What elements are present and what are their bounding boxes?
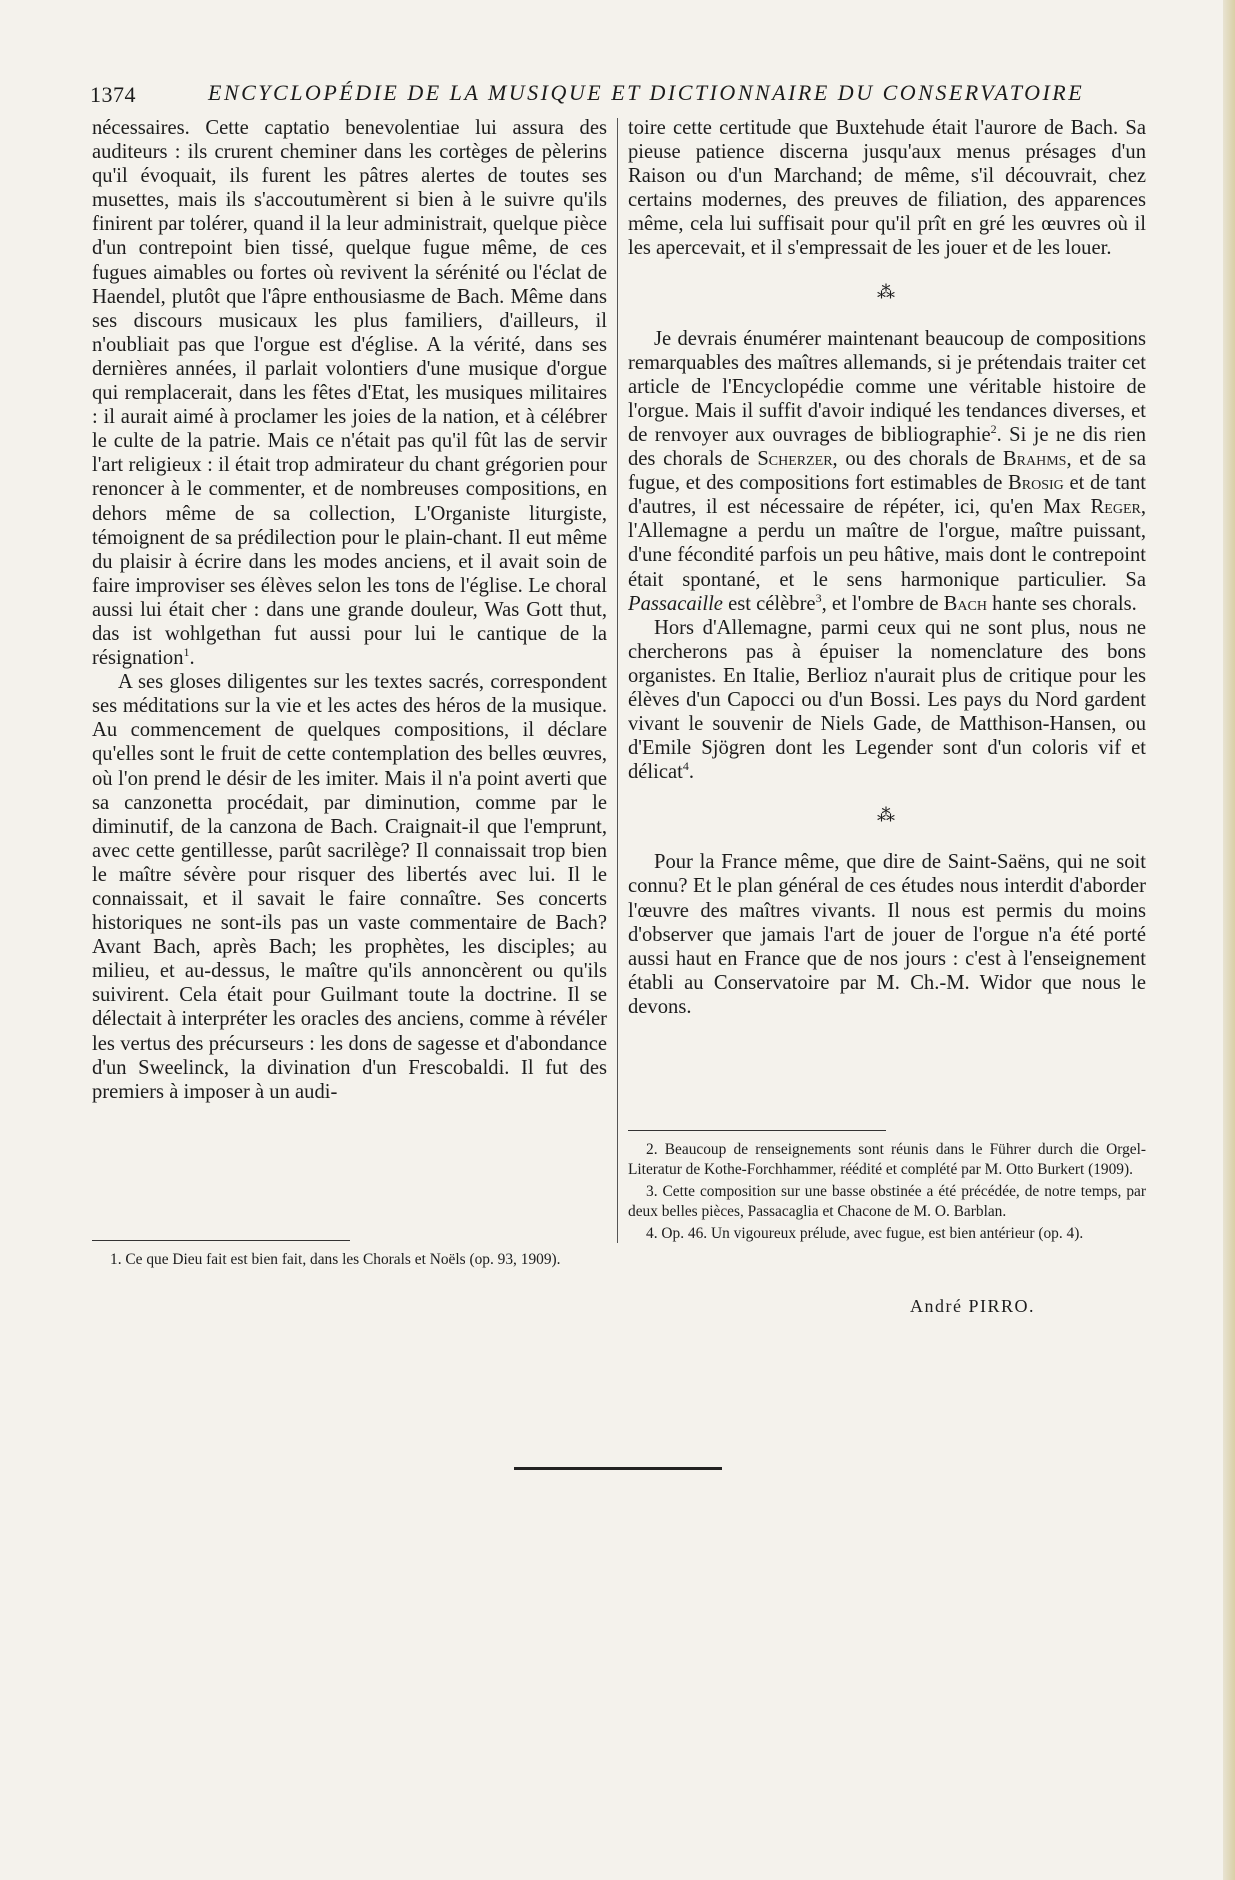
footnote-1-text: Ce que Dieu fait est bien fait, dans les Chorals et Noëls (op. 93, 1909). [125, 1251, 561, 1268]
footnote-1: 1. Ce que Dieu fait est bien fait, dans les Chorals et Noëls (op. 93, 1909). [110, 1251, 561, 1268]
footnote-2: 2. Beaucoup de renseignements sont réunis dans le Führer durch die Orgel-Literatur de Kothe-Forchhammer, réédité et complété par M. Otto Burkert (1909). [628, 1141, 1147, 1178]
section-separator-1: ⁂ [877, 281, 897, 302]
footnote-4: 4. Op. 46. Un vigoureux prélude, avec fugue, est bien antérieur (op. 4). [646, 1225, 1084, 1242]
footnotes-right [628, 1140, 1146, 1246]
left-paragraph-1: nécessaires. Cette captatio benevolentiae lui assura des auditeurs : ils crurent cheminer dans les cortèges de pèlerins qu'il évoquait, ils furent les pâtres alertes de toutes ses musettes, mais ils s'accoutumèrent si bien à le suivre qu'ils finirent par tolérer, quand il la leur administrait, quelque pièce d'un contrepoint bien tissé, quelque fugue même, de ces fugues aimables ou fortes où revivent la sérénité ou l'éclat de Haendel, plutôt que l'âpre enthousiasme de Bach. Même dans ses discours musicaux les plus familiers, d'ailleurs, il n'oubliait pas que l'orgue est d'église. A la vérité, dans ses dernières années, il parlait volontiers d'une musique d'orgue qui remplacerait, dans les fêtes d'Etat, les musiques militaires : il aurait aimé à proclamer les joies de la nation, et à célébrer le culte de la patrie. Mais ce n'était pas qu'il fût las de servir l'art religieux : il était trop admirateur du chant grégorien pour renoncer à le commenter, et de nombreuses compositions, en dehors même de sa collection, L'Organiste liturgiste, témoignent de sa prédilection pour le plain-chant. Il eut même du plaisir à écrire dans les modes anciens, et il avait soin de faire improviser ses élèves selon les tons de l'église. Le choral aussi lui était cher : dans une grande douleur, Was Gott thut, das ist wohlgethan fut aussi pour lui le cantique de la résignation$^1$. [92, 117, 607, 670]
footnote-rule-right [628, 1130, 886, 1131]
right-paragraph-3-text: Hors d'Allemagne, parmi ceux qui ne sont plus, nous ne chercherons pas à épuiser la nomenclature des bons organistes. En Italie, Berlioz n'aurait plus de critique pour les élèves d'un Capocci ou d'un Bossi. Les pays du Nord gardent vivant le souvenir de Niels Gade, de Matthison-Hansen, ou d'Emile Sjögren dont les Legender sont d'un coloris vif et délicat [628, 616, 1146, 784]
end-rule [514, 1467, 722, 1470]
page-number: 1374 [90, 82, 136, 107]
running-title: ENCYCLOPÉDIE DE LA MUSIQUE ET DICTIONNAIRE DU CONSERVATOIRE [208, 80, 1085, 105]
left-column [92, 116, 607, 1104]
footnote-rule-left [92, 1240, 350, 1241]
right-paragraph-3: Hors d'Allemagne, parmi ceux qui ne sont plus, nous ne chercherons pas à épuiser la nomenclature des bons organistes. En Italie, Berlioz n'aurait plus de critique pour les élèves d'un Capocci ou d'un Bossi. Les pays du Nord gardent vivant le souvenir de Niels Gade, de Matthison-Hansen, ou d'Emile Sjögren dont les Legender sont d'un coloris vif et délicat$^4$. [628, 616, 1146, 784]
right-column [628, 116, 1146, 1019]
footnote-3: 3. Cette composition sur une basse obstinée a été précédée, de notre temps, par deux belles pièces, Passacaglia et Chacone de M. O. Barblan. [628, 1183, 1147, 1220]
column-divider [617, 118, 618, 1243]
section-separator-2: ⁂ [877, 805, 897, 826]
right-paragraph-1: toire cette certitude que Buxtehude était l'aurore de Bach. Sa pieuse patience discerna jusqu'aux menus présages d'un Raison ou d'un Marchand; de même, s'il découvrait, chez certains modernes, des preuves de filiation, des apparences même, cela lui suffisait pour qu'il prît en gré les œuvres où il les apercevait, et il s'empressait de les jouer et de les louer. [628, 117, 1146, 260]
author-signature: André PIRRO. [910, 1296, 1035, 1316]
running-header [90, 78, 1210, 114]
footnote-2-text: Beaucoup de renseignements sont réunis dans le Führer durch die Orgel-Literatur de Kothe-Forchhammer, réédité et complété par M. Otto Burkert (1909). [628, 1141, 1147, 1178]
footnotes-left [92, 1250, 607, 1272]
left-paragraph-2: A ses gloses diligentes sur les textes sacrés, correspondent ses méditations sur la vie et les actes des héros de la musique. Au commencement de quelques compositions, il déclare qu'elles sont le fruit de cette contemplation des belles œuvres, où l'on prend le désir de les imiter. Mais il n'a point averti que sa canzonetta procédait, par diminution, comme par le diminutif, de la canzona de Bach. Craignait-il que l'emprunt, avec cette gentillesse, parût sacrilège? Il connaissait trop bien le maître sévère pour risquer des libertés avec lui. Il le connaissait, et il savait le faire connaître. Ses concerts historiques ne sont-ils pas un vaste commentaire de Bach? Avant Bach, après Bach; les prophètes, les disciples; au milieu, et au-dessus, le maître qu'ils annoncèrent ou qu'ils suivirent. Cela était pour Guilmant toute la doctrine. Il se délectait à interpréter les oracles des anciens, comme à révéler les vertus des précurseurs : les dons de sagesse et d'abondance d'un Sweelinck, la divination d'un Frescobaldi. Il fut des premiers à imposer à un audi- [92, 671, 607, 1103]
footnote-ref-3: 3 [815, 590, 822, 605]
footnote-ref-1: 1 [183, 645, 190, 660]
right-paragraph-4: Pour la France même, que dire de Saint-Saëns, qui ne soit connu? Et le plan général de ces études nous interdit d'aborder l'œuvre des maîtres vivants. Il nous est permis du moins d'observer que jamais l'art de jouer de l'orgue n'a été porté aussi haut en France que de nos jours : c'est à l'enseignement établi au Conservatoire par M. Ch.-M. Widor que nous le devons. [628, 851, 1146, 1018]
footnote-4-text: Op. 46. Un vigoureux prélude, avec fugue, est bien antérieur (op. 4). [661, 1225, 1084, 1242]
left-paragraph-1-text: nécessaires. Cette captatio benevolentiae lui assura des auditeurs : ils crurent cheminer dans les cortèges de pèlerins qu'il évoquait, ils furent les pâtres alertes de toutes ses musettes, mais ils s'accoutumèrent si bien à le suivre qu'ils finirent par tolérer, quand il la leur administrait, quelque pièce d'un contrepoint bien tissé, quelque fugue même, de ces fugues aimables ou fortes où revivent la sérénité ou l'éclat de Haendel, plutôt que l'âpre enthousiasme de Bach. Même dans ses discours musicaux les plus familiers, d'ailleurs, il n'oubliait pas que l'orgue est d'église. A la vérité, dans ses dernières années, il parlait volontiers d'une musique d'orgue qui remplacerait, dans les fêtes d'Etat, les musiques militaires : il aurait aimé à proclamer les joies de la nation, et à célébrer le culte de la patrie. Mais ce n'était pas qu'il fût las de servir l'art religieux : il était trop admirateur du chant grégorien pour renoncer à le commenter, et de nombreuses compositions, en dehors même de sa collection, L'Organiste liturgiste, témoignent de sa prédilection pour le plain-chant. Il eut même du plaisir à écrire dans les modes anciens, et il avait soin de faire improviser ses élèves selon les tons de l'église. Le choral aussi lui était cher : dans une grande douleur, Was Gott thut, das ist wohlgethan fut aussi pour lui le cantique de la résignation [92, 117, 607, 670]
page-edge [1223, 0, 1235, 1880]
footnote-ref-4: 4 [682, 759, 689, 774]
right-paragraph-2-text: Je devrais énumérer maintenant beaucoup de compositions remarquables des maîtres allemands, si je prétendais traiter cet article de l'Encyclopédie comme une véritable histoire de l'orgue. Mais il suffit d'avoir indiqué les tendances diverses, et de renvoyer aux ouvrages de bibliographie [628, 327, 1146, 446]
footnote-ref-2: 2 [990, 422, 997, 437]
right-paragraph-2: Je devrais énumérer maintenant beaucoup de compositions remarquables des maîtres allemands, si je prétendais traiter cet article de l'Encyclopédie comme une véritable histoire de l'orgue. Mais il suffit d'avoir indiqué les tendances diverses, et de renvoyer aux ouvrages de bibliographie$^2$. Si je ne dis rien des chorals de Scherzer, ou des chorals de Brahms, et de sa fugue, et des compositions fort estimables de Brosig et de tant d'autres, il est nécessaire de répéter, ici, qu'en Max Reger, l'Allemagne a perdu un maître de l'orgue, maître puissant, d'une fécondité parfois un peu hâtive, mais dont le contrepoint était spontané, et le sens harmonique particulier. Sa Passacaille est célèbre$^3$, et l'ombre de Bach hante ses chorals. [628, 327, 1147, 615]
footnote-3-text: Cette composition sur une basse obstinée a été précédée, de notre temps, par deux belles pièces, Passacaglia et Chacone de M. O. Barblan. [628, 1183, 1147, 1220]
